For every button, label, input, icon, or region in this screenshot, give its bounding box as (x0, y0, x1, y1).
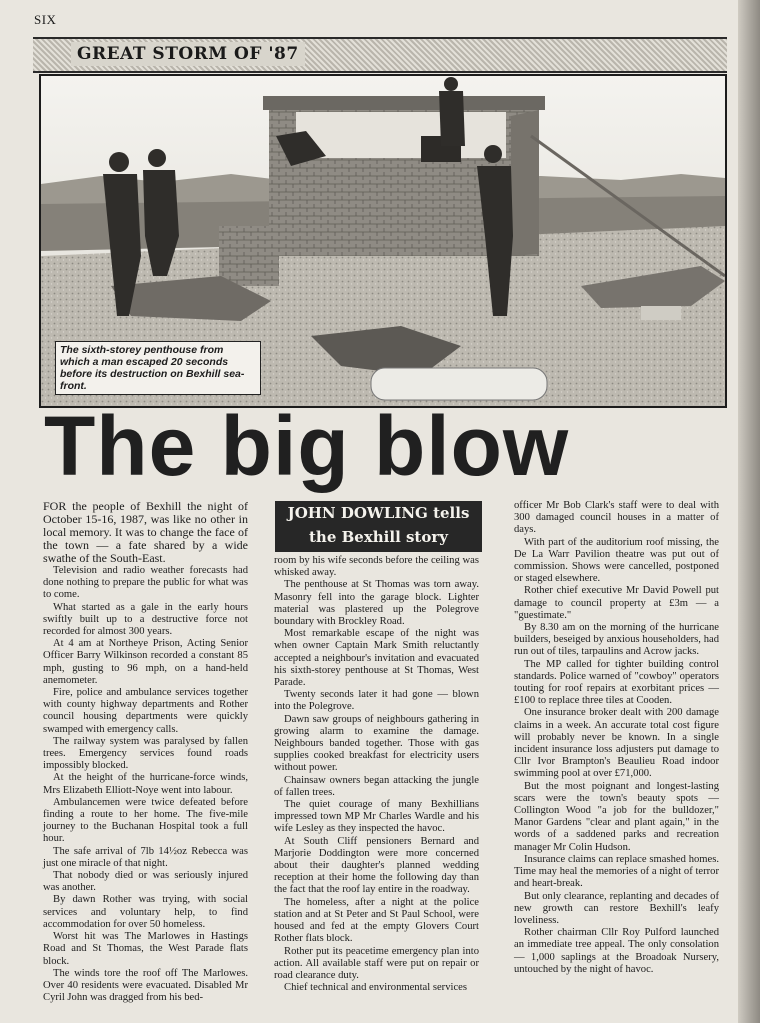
paragraph: Chief technical and environmental services (284, 982, 467, 994)
paragraph: But the most poignant and longest-lasting scars were the town's beauty spots — Collington Wood "a job for the bulldozer," Manor Gardens "clear and plant again," in the words of a saddened parks and recreation manager Mr Colin Hudson. (514, 780, 719, 853)
article-column-3 (514, 500, 719, 976)
paragraph: Most remarkable escape of the night was when owner Captain Mark Smith reluctantly accepted a neighbour's invitation and evacuated his sixth-storey penthouse at St Thomas, West Parade. (274, 628, 479, 689)
article-column-2 (274, 555, 479, 994)
paragraph: One insurance broker dealt with 200 damage claims in a week. An accurate total cost figure will probably never be known. In a single incident insurance loss adjusters put damage to Cllr Ivor Brampton's Beaulieu Road indoor swimming pool at over £71,000. (514, 707, 719, 780)
paragraph: At the height of the hurricane-force winds, Mrs Elizabeth Elliott-Noye went into labour. (43, 772, 248, 796)
paragraph: room by his wife seconds before the ceiling was whisked away. (274, 555, 479, 579)
paragraph: Rother chairman Cllr Roy Pulford launched an immediate tree appeal. The only consolation — 1,000 saplings at the Broadoak Nursery, untouched by the night of havoc. (514, 927, 719, 975)
paragraph: Fire, police and ambulance services together with county highway departments and Rother council housing departments were quickly swamped with emergency calls. (43, 687, 248, 735)
byline-line-2: the Bexhill story (309, 528, 448, 546)
photo-caption: The sixth-storey penthouse from which a man escaped 20 seconds before its destruction on Bexhill sea-front. (55, 341, 261, 395)
paragraph: At South Cliff pensioners Bernard and Marjorie Doddington were more concerned about their daughter's planned wedding reception at their home the following day than the fact that the roof lay entire in the roadway. (274, 835, 479, 896)
paragraph: Insurance claims can replace smashed homes. Time may heal the memories of a night of terror and heart-break. (514, 853, 719, 890)
paragraph: But only clearance, replanting and decades of new growth can restore Bexhill's leafy loveliness. (514, 890, 719, 926)
paragraph: The winds tore the roof off The Marlowes. Over 40 residents were evacuated. Disabled Mr Cyril John was dragged from his bed- (43, 967, 248, 1004)
headline: The big blow (44, 399, 570, 493)
paragraph: The quiet courage of many Bexhillians impressed town MP Mr Charles Wardle and his wife Lesley as they inspected the havoc. (274, 799, 479, 835)
paragraph: Worst hit was The Marlowes in Hastings Road and St Thomas, the West Parade flats block. (43, 931, 248, 967)
paragraph: The MP called for tighter building control standards. Police warned of "cowboy" operators touting for roof repairs at exorbitant prices — £100 to replace three tiles at Cooden. (514, 658, 719, 707)
paragraph: With part of the auditorium roof missing, the De La Warr Pavilion theatre was put out of commission. Shows were cancelled, postponed or staged elsewhere. (514, 536, 719, 585)
paragraph: What started as a gale in the early hours swiftly built up to a destructive force not recorded for almost 300 years. (43, 601, 248, 638)
byline-box (275, 501, 482, 552)
paragraph: FOR the people of Bexhill the night of October 15-16, 1987, was like no other in local memory. It was to change the face of the town — a fate shared by a wide swathe of the South-East. (43, 499, 248, 565)
paragraph: At 4 am at Northeye Prison, Acting Senior Officer Barry Wilkinson recorded a constant 85 mph, gusting to 96 mph, on a hand-held anemometer. (43, 638, 248, 686)
paragraph: Rother chief executive Mr David Powell put damage to council property at £3m — a "guestimate." (514, 585, 719, 621)
paragraph: Rother put its peacetime emergency plan into action. All available staff were put on repair or road clearance duty. (274, 945, 479, 981)
paragraph: officer Mr Bob Clark's staff were to deal with 300 damaged council houses in a matter of days. (514, 500, 719, 536)
paragraph: Chainsaw owners began attacking the jungle of fallen trees. (274, 774, 479, 798)
paragraph: That nobody died or was seriously injured was another. (43, 870, 248, 894)
paragraph: The homeless, after a night at the police station and at St Peter and St Paul School, were housed and fed at the empty Glovers Court Rother flats block. (274, 896, 479, 945)
page-edge (738, 0, 760, 1023)
paragraph: Television and radio weather forecasts had done nothing to prepare the public for what was to come. (43, 565, 248, 601)
paragraph: Ambulancemen were twice defeated before finding a route to her home. The five-mile journey to the Buchanan Hospital took a full hour. (43, 796, 248, 845)
page-number: SIX (34, 12, 57, 27)
paragraph: By 8.30 am on the morning of the hurricane builders, beseiged by anxious householders, had run out of tiles, tarpaulins and Acrow jacks. (514, 622, 719, 658)
article-column-1 (43, 500, 248, 1004)
byline-line-1: JOHN DOWLING tells (287, 504, 470, 522)
section-title: GREAT STORM OF '87 (71, 42, 305, 66)
section-banner (33, 37, 727, 73)
paragraph: The penthouse at St Thomas was torn away. Masonry fell into the garage block. Lighter material was plastered up the Polegrove boundary with Brockley Road. (274, 579, 479, 628)
paragraph: By dawn Rother was trying, with social services and voluntary help, to find accommodation for over 50 homeless. (43, 894, 248, 930)
paragraph: Dawn saw groups of neighbours gathering in growing alarm to examine the damage. Neighbours banded together. Those with gas supplies cooked breakfast for electricity users without power. (274, 713, 479, 774)
paragraph: Twenty seconds later it had gone — blown into the Polegrove. (274, 689, 479, 713)
paragraph: The railway system was paralysed by fallen trees. Emergency services found roads impossibly blocked. (43, 735, 248, 772)
paragraph: The safe arrival of 7lb 14½oz Rebecca was just one miracle of that night. (43, 845, 248, 869)
